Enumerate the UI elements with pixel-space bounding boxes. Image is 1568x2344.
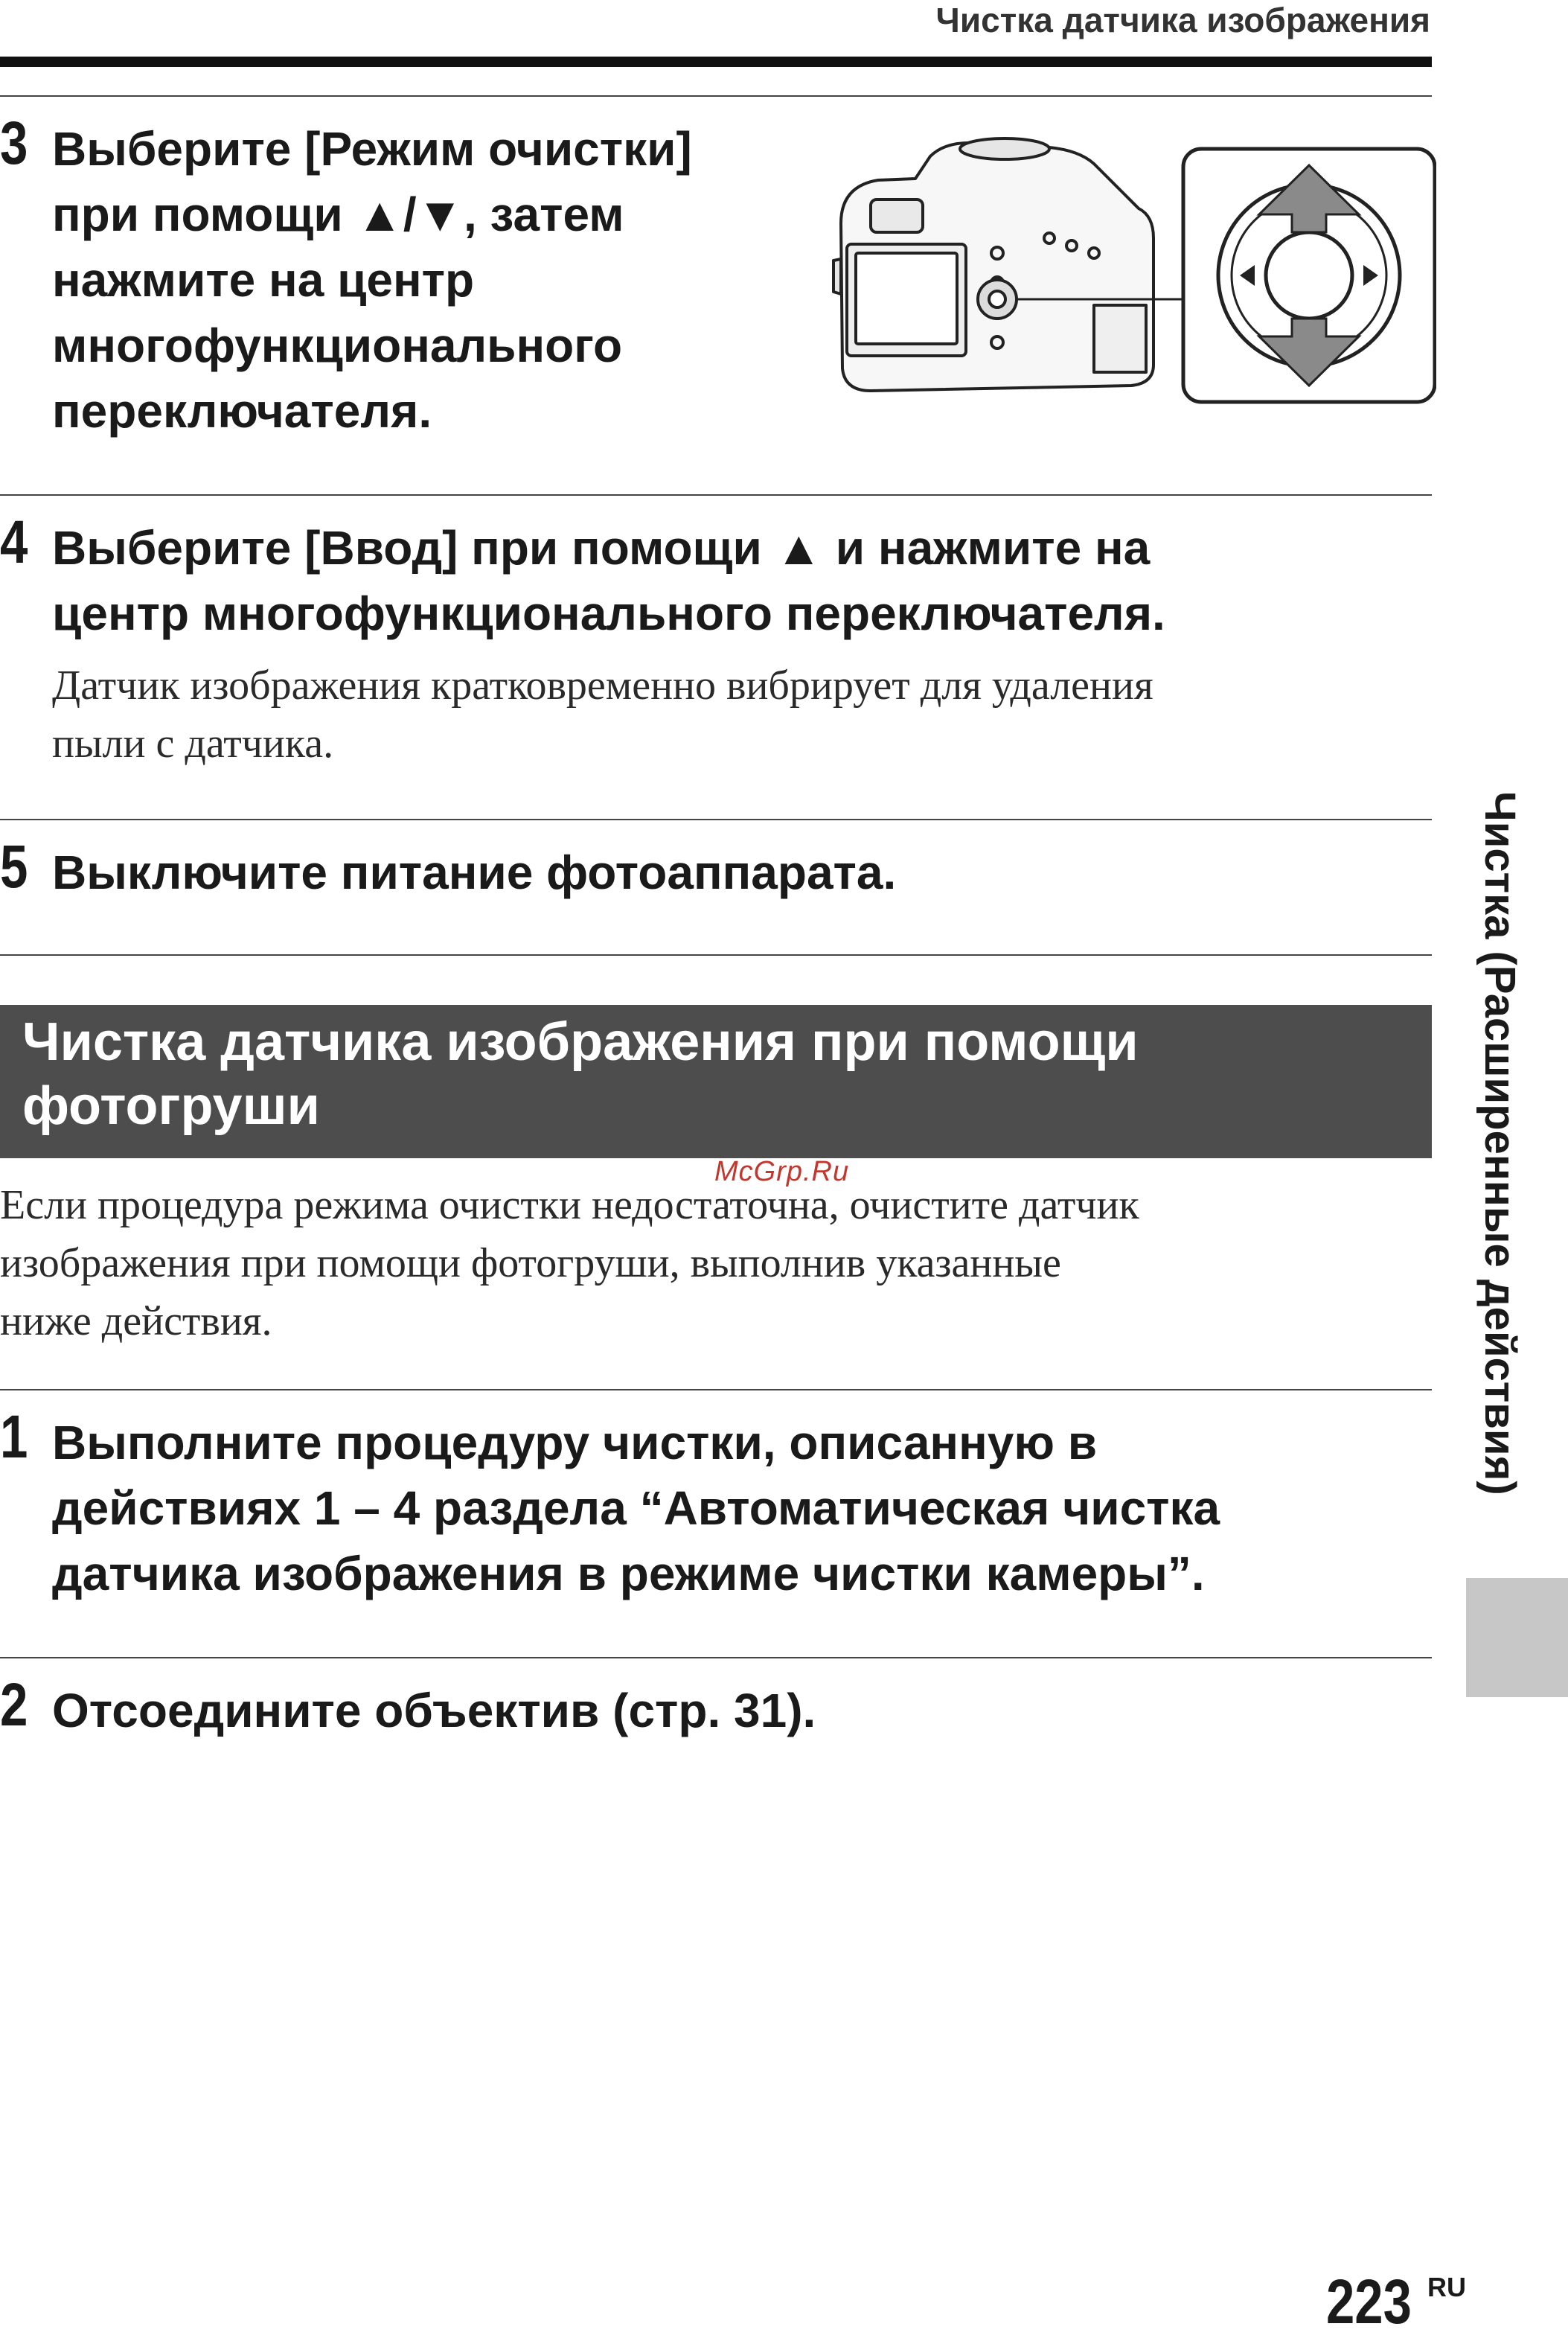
- page-number: 223: [1326, 2267, 1412, 2337]
- step-instruction: Выполните процедуру чистки, описанную в действиях 1 – 4 раздела “Автоматическая чистка датчика изображения в режиме чистки камеры”.: [52, 1416, 1220, 1600]
- step-number: 2: [0, 1671, 27, 1739]
- step-note: Датчик изображения кратковременно вибрирует для удаления пыли с датчика.: [52, 662, 1153, 767]
- chapter-side-label: [1459, 791, 1540, 1558]
- multi-selector-icon: [1183, 149, 1435, 402]
- step-number: 4: [0, 508, 27, 576]
- divider: [0, 954, 1432, 956]
- watermark: McGrp.Ru: [714, 1156, 850, 1187]
- divider: [0, 1657, 1432, 1658]
- divider: [0, 1389, 1432, 1390]
- step-instruction: Выберите [Режим очистки] при помощи ▲/▼, затем нажмите на центр многофункционального переключателя.: [52, 122, 692, 438]
- section-intro: Если процедура режима очистки недостаточна, очистите датчик изображения при помощи фотогруши, выполнив указанные ниже действия.: [0, 1182, 1139, 1344]
- step-number: 5: [0, 833, 27, 901]
- divider: [0, 494, 1432, 496]
- page-language: RU: [1427, 2272, 1466, 2302]
- header-rule: [0, 57, 1432, 67]
- chapter-label-text: Чистка (Расширенные действия): [1476, 791, 1524, 1495]
- step-instruction: Выберите [Ввод] при помощи ▲ и нажмите на центр многофункционального переключателя.: [52, 521, 1165, 640]
- step-number: 1: [0, 1403, 27, 1471]
- section-title: Чистка датчика изображения при помощи фотогруши: [22, 1012, 1139, 1136]
- step-number: 3: [0, 109, 27, 177]
- divider: [0, 95, 1432, 97]
- divider: [0, 819, 1432, 820]
- camera-back-illustration: [826, 134, 1436, 409]
- chapter-tab-marker: [1466, 1578, 1568, 1697]
- running-header: Чистка датчика изображения: [935, 1, 1430, 39]
- step-instruction: Выключите питание фотоаппарата.: [52, 846, 897, 899]
- step-instruction: Отсоедините объектив (стр. 31).: [52, 1684, 816, 1737]
